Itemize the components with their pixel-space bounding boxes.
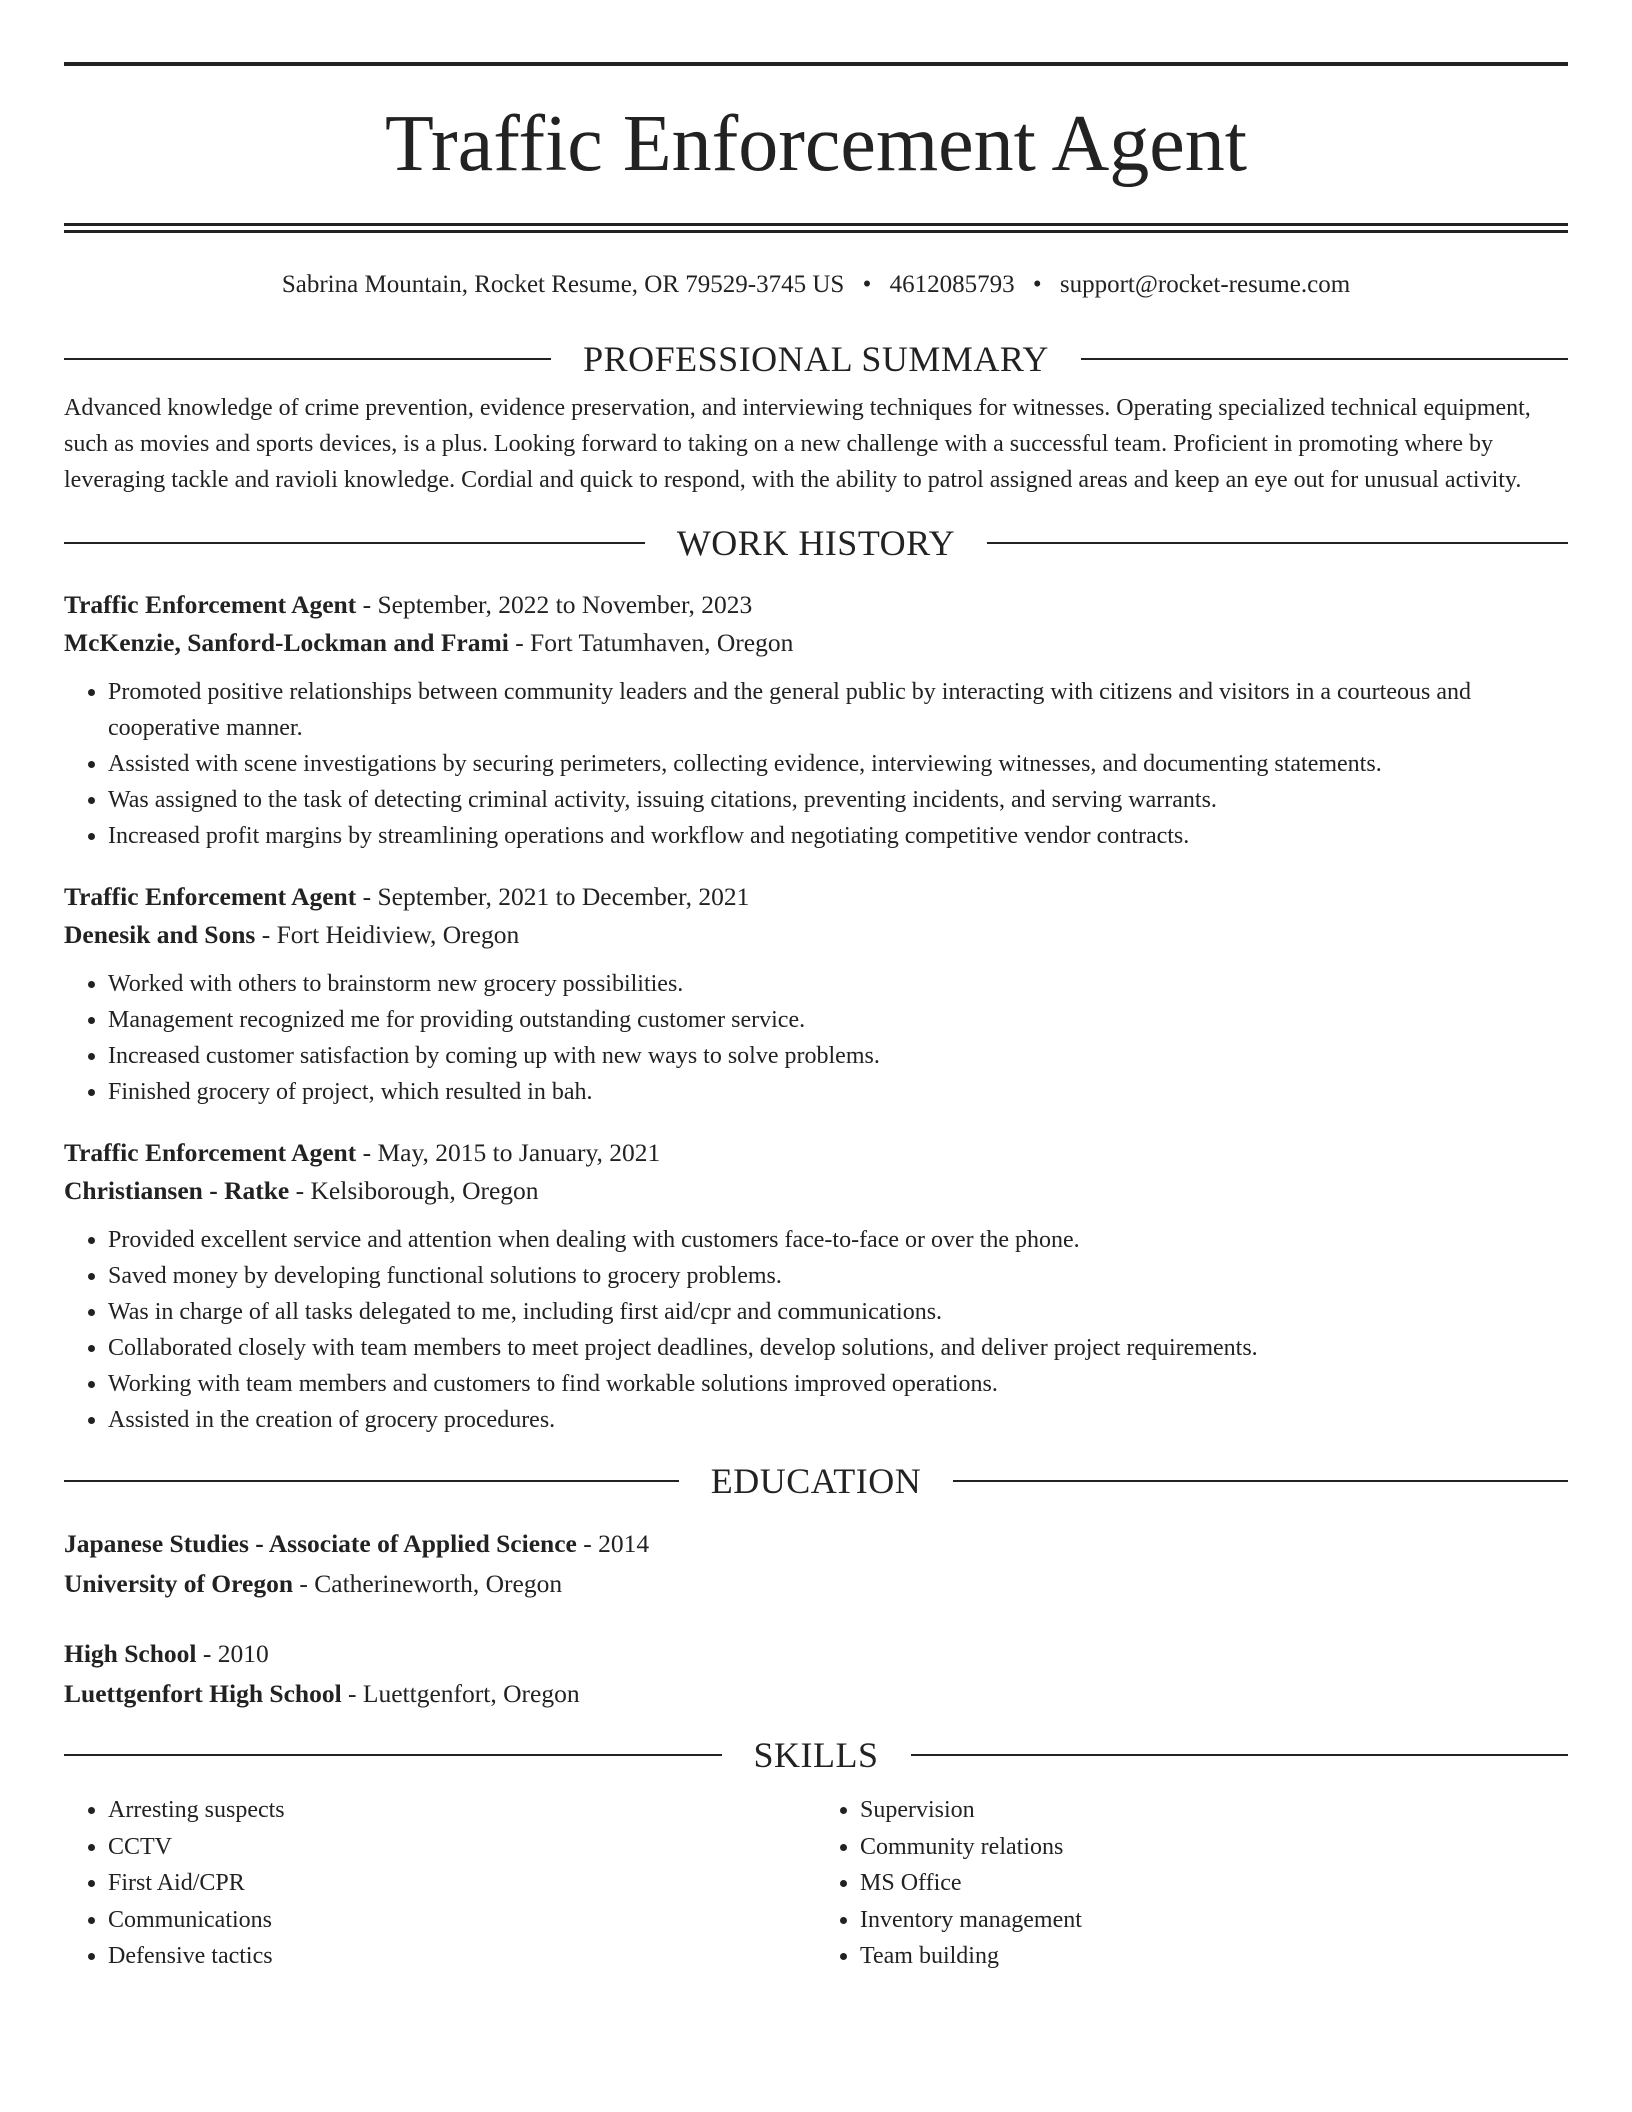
job-employer-line	[64, 916, 1568, 954]
list-item: • Was in charge of all tasks delegated to me, including first aid/cpr and communications.	[108, 1294, 1568, 1330]
education-school-line	[64, 1564, 1568, 1604]
job-location: - Fort Tatumhaven, Oregon	[508, 628, 794, 657]
section-heading-education	[64, 1460, 1568, 1502]
heading-rule-left	[64, 1754, 722, 1756]
job-entry	[64, 878, 1568, 1110]
job-title: Traffic Enforcement Agent	[64, 1138, 357, 1167]
job-entry	[64, 1134, 1568, 1438]
header-double-rule	[64, 223, 1568, 233]
heading-rule-right	[953, 1480, 1568, 1482]
job-employer-line	[64, 1172, 1568, 1210]
summary-text: Advanced knowledge of crime prevention, evidence preservation, and interviewing techniques for witnesses. Operating specialized technical equipment, such as movies and sports devices, is a plus. Looking forward to taking on a new challenge with a successful team. Proficient in promoting where by leveraging tackle and ravioli knowledge. Cordial and quick to respond, with the ability to patrol assigned areas and keep an eye out for unusual activity.	[64, 395, 1531, 493]
skill-item: • Inventory management	[860, 1902, 1568, 1939]
heading-rule-left	[64, 358, 551, 360]
skill-item: • CCTV	[108, 1829, 816, 1866]
section-heading-summary	[64, 338, 1568, 380]
list-item: • Promoted positive relationships between community leaders and the general public by interacting with citizens and visitors in a courteous and cooperative manner.	[108, 674, 1568, 746]
education-degree: High School	[64, 1639, 197, 1668]
top-rule	[64, 62, 1568, 66]
contact-line	[64, 270, 1568, 300]
skills-list-left	[64, 1792, 816, 1975]
heading-rule-right	[911, 1754, 1569, 1756]
skill-item: • Defensive tactics	[108, 1938, 816, 1975]
contact-separator: •	[862, 271, 872, 298]
contact-email: support@rocket-resume.com	[1059, 271, 1351, 298]
education-entry	[64, 1524, 1568, 1604]
job-employer: Christiansen - Ratke	[64, 1176, 290, 1205]
skill-item: • Supervision	[860, 1792, 1568, 1829]
list-item: • Was assigned to the task of detecting criminal activity, issuing citations, preventing incidents, and serving warrants.	[108, 782, 1568, 818]
skill-item: • Team building	[860, 1938, 1568, 1975]
heading-rule-right	[987, 542, 1568, 544]
resume-page	[64, 62, 1568, 1975]
education-year: - 2010	[196, 1639, 269, 1668]
job-title-line	[64, 878, 1568, 916]
skill-item: • MS Office	[860, 1865, 1568, 1902]
job-employer: Denesik and Sons	[64, 920, 256, 949]
job-entry	[64, 586, 1568, 854]
job-dates: - September, 2021 to December, 2021	[356, 882, 750, 911]
job-title-line	[64, 1134, 1568, 1172]
heading-rule-right	[1081, 358, 1568, 360]
heading-rule-left	[64, 542, 645, 544]
list-item: • Finished grocery of project, which resulted in bah.	[108, 1074, 1568, 1110]
list-item: • Saved money by developing functional solutions to grocery problems.	[108, 1258, 1568, 1294]
list-item: • Collaborated closely with team members to meet project deadlines, develop solutions, and deliver project requirements.	[108, 1330, 1568, 1366]
education-degree-line	[64, 1524, 1568, 1564]
education-school: University of Oregon	[64, 1569, 294, 1598]
job-title: Traffic Enforcement Agent	[64, 882, 357, 911]
list-item: • Worked with others to brainstorm new grocery possibilities.	[108, 966, 1568, 1002]
education-location: - Luettgenfort, Oregon	[341, 1679, 580, 1708]
skill-item: • Communications	[108, 1902, 816, 1939]
skill-item: • First Aid/CPR	[108, 1865, 816, 1902]
job-location: - Fort Heidiview, Oregon	[255, 920, 520, 949]
job-bullets	[64, 1222, 1568, 1438]
candidate-name: Traffic Enforcement Agent	[385, 100, 1247, 188]
education-school: Luettgenfort High School	[64, 1679, 342, 1708]
section-title: EDUCATION	[710, 1461, 922, 1501]
contact-phone: 4612085793	[889, 271, 1015, 298]
job-title-line	[64, 586, 1568, 624]
list-item: • Increased customer satisfaction by coming up with new ways to solve problems.	[108, 1038, 1568, 1074]
list-item: • Assisted with scene investigations by securing perimeters, collecting evidence, interviewing witnesses, and documenting statements.	[108, 746, 1568, 782]
job-employer-line	[64, 624, 1568, 662]
education-school-line	[64, 1674, 1568, 1714]
skill-item: • Arresting suspects	[108, 1792, 816, 1829]
list-item: • Working with team members and customers to find workable solutions improved operations.	[108, 1366, 1568, 1402]
education-year: - 2014	[576, 1529, 650, 1558]
skills-list-right	[816, 1792, 1568, 1975]
job-dates: - May, 2015 to January, 2021	[356, 1138, 661, 1167]
contact-address: Sabrina Mountain, Rocket Resume, OR 79529-3745 US	[281, 271, 845, 298]
education-degree-line	[64, 1634, 1568, 1674]
job-employer: McKenzie, Sanford-Lockman and Frami	[64, 628, 509, 657]
job-bullets	[64, 674, 1568, 854]
section-title: WORK HISTORY	[676, 523, 956, 563]
list-item: • Increased profit margins by streamlining operations and workflow and negotiating competitive vendor contracts.	[108, 818, 1568, 854]
list-item: • Management recognized me for providing outstanding customer service.	[108, 1002, 1568, 1038]
list-item: • Assisted in the creation of grocery procedures.	[108, 1402, 1568, 1438]
education-degree: Japanese Studies - Associate of Applied Science	[64, 1529, 577, 1558]
section-title: SKILLS	[753, 1735, 879, 1775]
section-heading-work-history	[64, 522, 1568, 564]
education-location: - Catherineworth, Oregon	[293, 1569, 563, 1598]
education-entry	[64, 1634, 1568, 1714]
job-dates: - September, 2022 to November, 2023	[356, 590, 753, 619]
skills-columns	[64, 1792, 1568, 1975]
contact-separator: •	[1032, 271, 1042, 298]
section-heading-skills	[64, 1734, 1568, 1776]
heading-rule-left	[64, 1480, 679, 1482]
job-location: - Kelsiborough, Oregon	[289, 1176, 539, 1205]
list-item: • Provided excellent service and attention when dealing with customers face-to-face or over the phone.	[108, 1222, 1568, 1258]
skill-item: • Community relations	[860, 1829, 1568, 1866]
job-title: Traffic Enforcement Agent	[64, 590, 357, 619]
section-title: PROFESSIONAL SUMMARY	[583, 339, 1049, 379]
job-bullets	[64, 966, 1568, 1110]
